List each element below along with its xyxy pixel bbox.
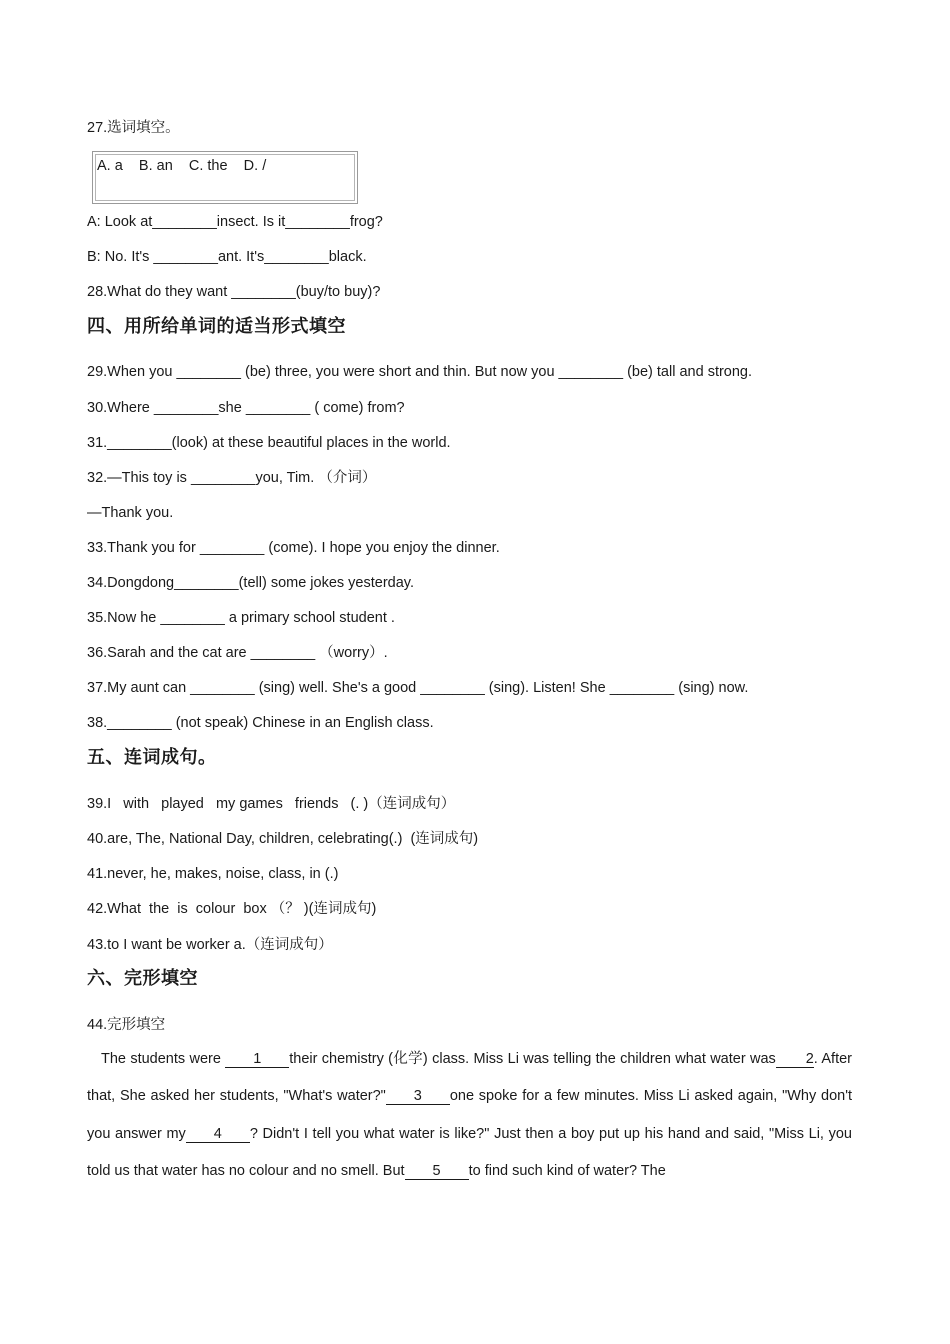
blank-5: 5 [405, 1163, 469, 1180]
question-27-line-b: B: No. It's ________ant. It's________black. [87, 249, 367, 265]
question-31: 31.________(look) at these beautiful places in the world. [87, 435, 451, 451]
blank-2: 2 [776, 1051, 814, 1068]
cloze-passage [87, 1041, 852, 1191]
passage-text: one spoke for a few minutes. Miss Li asked again, "Why don't you answer my [87, 1088, 852, 1142]
question-33: 33.Thank you for ________ (come). I hope you enjoy the dinner. [87, 540, 500, 556]
question-40: 40.are, The, National Day, children, celebrating(.) (连词成句) [87, 831, 479, 847]
question-36: 36.Sarah and the cat are ________ （worry）. [87, 645, 388, 661]
question-35: 35.Now he ________ a primary school student . [87, 610, 395, 626]
blank-1: 1 [225, 1051, 289, 1068]
options-box [92, 151, 358, 204]
question-27-title: 27.选词填空。 [87, 120, 180, 136]
passage-text: to find such kind of water? The [468, 1163, 666, 1180]
passage-text: their chemistry (化学) class. Miss Li was telling the children what water was [289, 1051, 776, 1067]
question-32: 32.—This toy is ________you, Tim. （介词） [87, 470, 377, 486]
question-41: 41.never, he, makes, noise, class, in (.) [87, 866, 339, 882]
passage-text: The students were [101, 1051, 226, 1067]
question-30: 30.Where ________she ________ ( come) from? [87, 400, 405, 416]
question-32-reply: —Thank you. [87, 505, 174, 521]
blank-4: 4 [186, 1126, 250, 1143]
passage-text: . After that, She asked her students, "What's water?" [87, 1051, 852, 1105]
question-34: 34.Dongdong________(tell) some jokes yesterday. [87, 575, 414, 591]
question-38: 38.________ (not speak) Chinese in an English class. [87, 715, 434, 731]
question-43: 43.to I want be worker a.（连词成句） [87, 937, 333, 953]
section-4-heading: 四、用所给单词的适当形式填空 [87, 316, 346, 337]
options-text: A. a B. an C. the D. / [97, 158, 267, 174]
passage-text: ? Didn't I tell you what water is like?" Just then a boy put up his hand and said, "Miss Li, you told us that water has no colour and no smell. But [87, 1125, 852, 1180]
question-44-title: 44.完形填空 [87, 1017, 166, 1033]
question-39: 39.I with played my games friends (. )（连词成句） [87, 796, 456, 812]
question-27-line-a: A: Look at________insect. Is it________frog? [87, 214, 383, 230]
section-6-heading: 六、完形填空 [87, 968, 198, 989]
section-5-heading: 五、连词成句。 [87, 747, 217, 768]
question-28: 28.What do they want ________(buy/to buy)? [87, 284, 381, 300]
question-29: 29.When you ________ (be) three, you were short and thin. But now you ________ (be) tall and strong. [87, 364, 753, 380]
question-42: 42.What the is colour box （？ )(连词成句) [87, 901, 377, 917]
question-37: 37.My aunt can ________ (sing) well. She's a good ________ (sing). Listen! She ________ (sing) now. [87, 680, 749, 696]
blank-3: 3 [386, 1088, 450, 1105]
